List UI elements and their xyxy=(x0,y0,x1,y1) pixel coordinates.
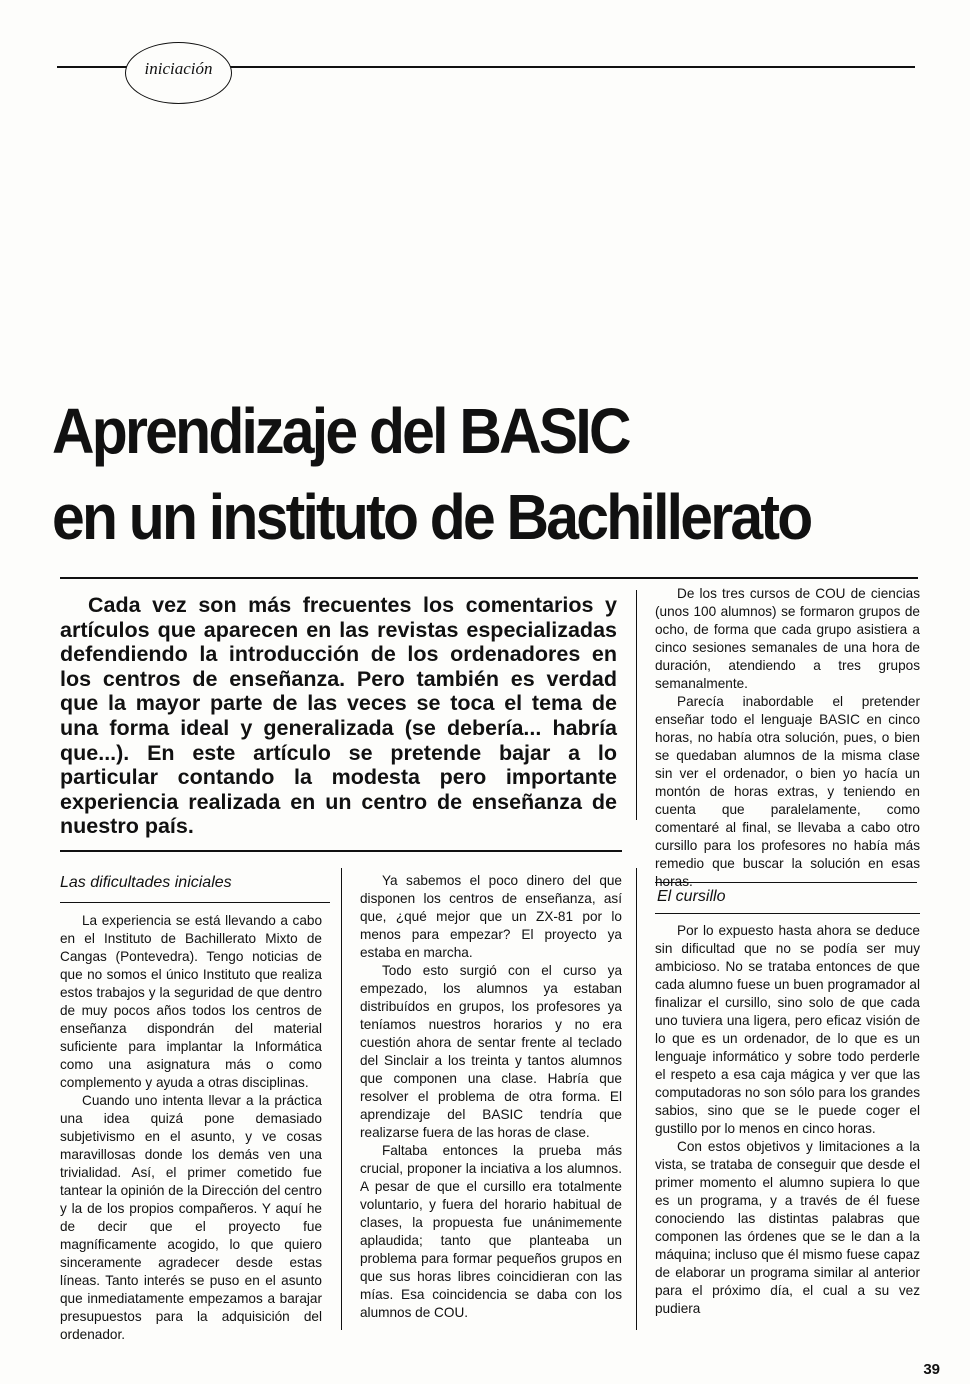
col1-paragraph-1: La experiencia se está llevando a cabo en el Instituto de Bachillerato Mixto de Cangas (Pontevedra). Tengo noticias de que no somos el único Instituto que realiza estos trabajos y la seguridad de que dentro de muy pocos años todos los centros de enseñanza dispondrán del material suficiente para implantar la Informática como una asignatura más o como complemento y ayuda a otras disciplinas. xyxy=(60,913,322,1090)
title-rule xyxy=(60,577,918,579)
col1-paragraph-2: Cuando uno intenta llevar a la práctica una idea quizá pone demasiado subjetivismo en el asunto, y ve cosas maravillosas donde los demás ven una trivialidad. Así, el primer cometido fue tantear la opinión de la Dirección del centro y la de los propios compañeros. Y aquí he de decir que el proyecto fue magníficamente acogido, lo que quiero sinceramente agradecer desde estas líneas. Tanto interés se puso en el asunto que inmediatamente empezamos a barajar presupuestos para la adquisición del ordenador. xyxy=(60,1093,322,1342)
col3-paragraph-1: De los tres cursos de COU de ciencias (unos 100 alumnos) se formaron grupos de ocho, de forma que cada grupo asistiera a cinco sesiones semanales de una hora de duración, atendiendo a tres grupos semanalmente. xyxy=(655,586,920,691)
col3-heading-rule-top xyxy=(655,882,917,883)
column-2 xyxy=(360,872,622,1322)
col3-paragraph-3: Por lo expuesto hasta ahora se deduce sin dificultad que no se podía ser muy ambicioso. No se trataba entonces de que cada alumno fuese un buen programador al finalizar el cursillo, sino solo de que cada uno tuviera una ligera, pero eficaz visión de lo que es un ordenador, de lo que es un lenguaje informático y sobre todo perderle el respeto a esa caja mágica y ver que las computadoras no son sólo para los grandes sabios, sino que se le puede coger el gustillo por lo menos en cinco horas. xyxy=(655,923,920,1136)
col3-heading: El cursillo xyxy=(657,888,726,905)
column-3-top xyxy=(655,585,920,891)
lead-rule xyxy=(60,850,622,852)
page-number: 39 xyxy=(923,1361,940,1378)
lead-text: Cada vez son más frecuentes los comentarios y artículos que aparecen en las revistas especializadas defendiendo la introducción de los ordenadores en los centros de enseñanza. Pero también es verdad que la mayor parte de las veces se toca el tema de una forma ideal y generalizada (se debería... habría que...). En este artículo se pretende bajar a lo particular contando la modesta pero importante experiencia realizada en un centro de enseñanza de nuestro país. xyxy=(60,593,617,839)
col3-paragraph-4: Con estos objetivos y limitaciones a la vista, se trataba de conseguir que desde el primer momento el alumno supiera lo que es un programa, y a través de él fuese conociendo las distintas palabras que componen las órdenes que se le dan a la máquina; incluso que él mismo fuese capaz de elaborar un programa similar al anterior para el próximo día, el cual a su vez pudiera xyxy=(655,1139,920,1316)
column-1 xyxy=(60,912,322,1344)
column-divider-1 xyxy=(341,868,342,1330)
article-title xyxy=(52,388,880,560)
column-divider-2 xyxy=(636,868,637,1330)
col2-paragraph-1: Ya sabemos el poco dinero del que disponen los centros de enseñanza, así que, ¿qué mejor que un ZX-81 por lo menos para empezar? El proyecto ya estaba en marcha. xyxy=(360,873,622,960)
col1-heading-rule xyxy=(60,902,330,903)
col2-paragraph-2: Todo esto surgió con el curso ya empezado, los alumnos ya estaban distribuídos en grupos, los profesores ya teníamos nuestros horarios y no era cuestión ahora de sentar frente al teclado del Sinclair a los treinta y tantos alumnos que componen una clase. Habría que resolver el problema de otra forma. El aprendizaje del BASIC tendría que realizarse fuera de las horas de clase. xyxy=(360,963,622,1140)
section-tag xyxy=(125,42,232,104)
title-line-1: Aprendizaje del BASIC xyxy=(52,395,629,467)
col1-heading: Las dificultades iniciales xyxy=(60,874,232,891)
title-line-2: en un instituto de Bachillerato xyxy=(52,481,811,553)
column-3-bottom xyxy=(655,922,920,1318)
col3-paragraph-2: Parecía inabordable el pretender enseñar todo el lenguaje BASIC en cinco horas, no había otra solución, pues, o bien se quedaban alumnos de la misma clase sin ver el ordenador, o bien yo hacía un montón de horas extras, y teniendo en cuenta que paralelamente, como comentaré al final, se llevaba a cabo otro cursillo para los profesores no había más remedio que buscar la solución en esas xyxy=(655,694,920,871)
col2-paragraph-3: Faltaba entonces la prueba más crucial, proponer la inciativa a los alumnos. A pesar de que el cursillo era totalmente voluntario, y fuera del horario habitual de clases, la propuesta fue unánimemente aplaudida; tanto que planteaba un problema para formar pequeños grupos en que sus horas libres coincidieran con las mías. Esa coincidencia se daba con los alumnos de COU. xyxy=(360,1143,622,1320)
col3-heading-rule xyxy=(655,913,920,914)
column-divider-lead xyxy=(636,590,637,820)
section-label: iniciación xyxy=(144,59,213,78)
lead-paragraph xyxy=(60,593,617,839)
